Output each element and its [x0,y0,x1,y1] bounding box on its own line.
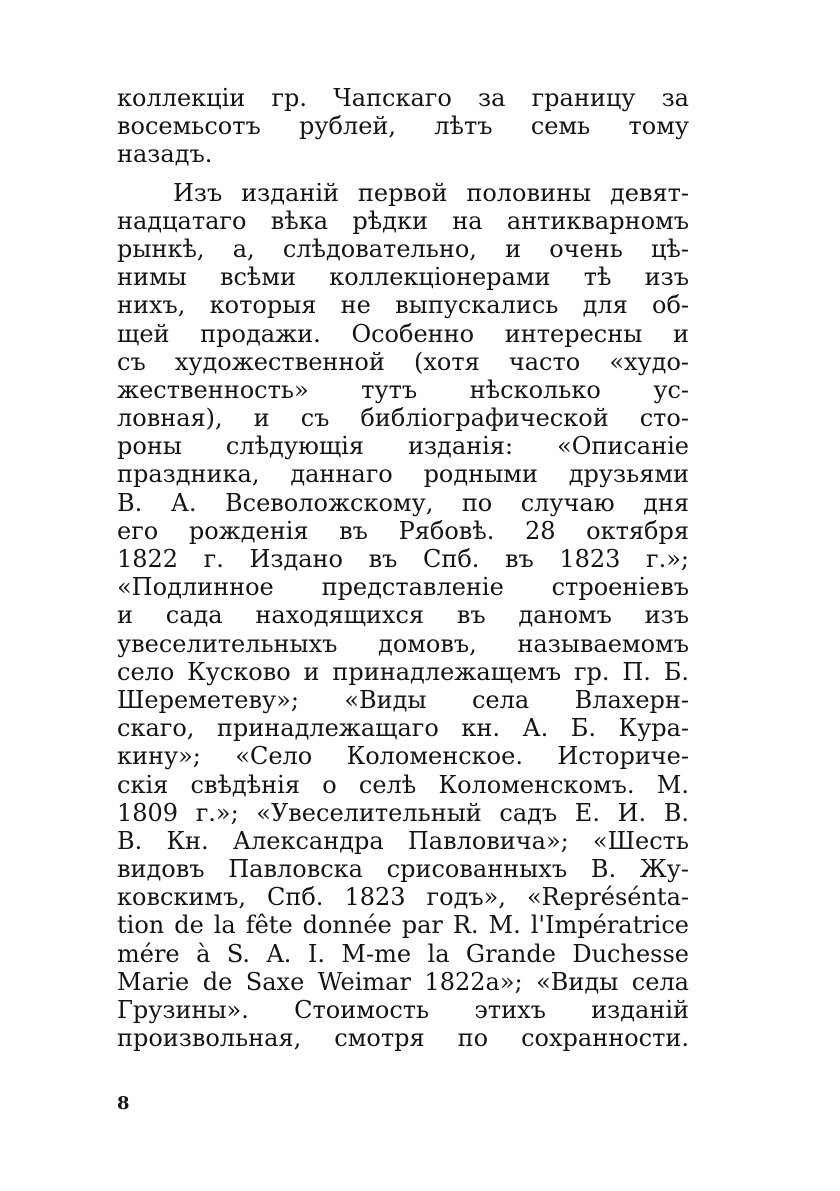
text-line: рынкѣ, а, слѣдовательно, и очень цѣ- [117,234,689,263]
text-line: коллекціи гр. Чапскаго за границу за [117,84,689,112]
text-line: В. Кн. Александра Павловича»; «Шесть [117,826,689,855]
text-line: нимы всѣми коллекціонерами тѣ изъ [117,263,689,292]
text-line: Грузины». Стоимость этихъ изданій [117,996,689,1024]
text-line: ковскимъ, Спб. 1823 годъ», «Représénta- [117,883,689,912]
text-line: его рожденія въ Рябовѣ. 28 октября [117,516,689,545]
text-line: произвольная, смотря по сохранности. [117,1024,689,1053]
paragraph-1 [117,84,689,169]
text-line: село Кусково и принадлежащемъ гр. П. Б. [117,657,689,686]
text-line: скаго, принадлежащаго кн. А. Б. Кура- [117,714,689,743]
text-line: Изъ изданій первой половины девят- [173,178,689,207]
text-line: нихъ, которыя не выпускались для об- [117,291,689,320]
text-line: «Подлинное представленіе строеніевъ [117,573,689,602]
text-line: ловная), и съ библіографической сто- [117,404,689,433]
text-line: видовъ Павловска срисованныхъ В. Жу- [117,855,689,884]
text-line: Marie de Saxe Weimar 1822a»; «Виды села [117,967,689,996]
text-line: 1809 г.»; «Увеселительный садъ Е. И. В. [117,798,689,827]
text-line: праздника, даннаго родными друзьями [117,460,689,489]
paragraph-2 [117,179,689,1053]
body-text [117,84,689,1052]
text-line: Шереметеву»; «Виды села Влахерн- [117,685,689,714]
text-line: щей продажи. Особенно интересны и [117,319,689,348]
text-line: 1822 г. Издано въ Спб. въ 1823 г.»; [117,545,689,573]
text-line: жественность» тутъ нѣсколько ус- [117,375,689,404]
text-line: В. А. Всеволожскому, по случаю дня [117,488,689,517]
text-line: увеселительныхъ домовъ, называемомъ [117,629,689,658]
text-line: назадъ. [117,140,213,169]
text-line: роны слѣдующія изданія: «Описаніе [117,432,689,461]
page-number: 8 [117,1093,130,1114]
text-line: надцатаго вѣка рѣдки на антикварномъ [117,206,689,235]
text-line: кину»; «Село Коломенское. Историче- [117,742,689,771]
paragraph-gap [117,169,689,179]
text-line: съ художественной (хотя часто «худо- [117,347,689,376]
text-line: восемьсотъ рублей, лѣтъ семь тому [117,112,689,141]
text-line: и сада находящихся въ даномъ изъ [117,601,689,630]
text-line: mére à S. A. I. M-me la Grande Duchesse [117,939,689,968]
text-line: tion de la fête donnée par R. M. l'Impératrice [117,911,689,940]
text-line: скія свѣдѣнія о селѣ Коломенскомъ. М. [117,770,689,799]
